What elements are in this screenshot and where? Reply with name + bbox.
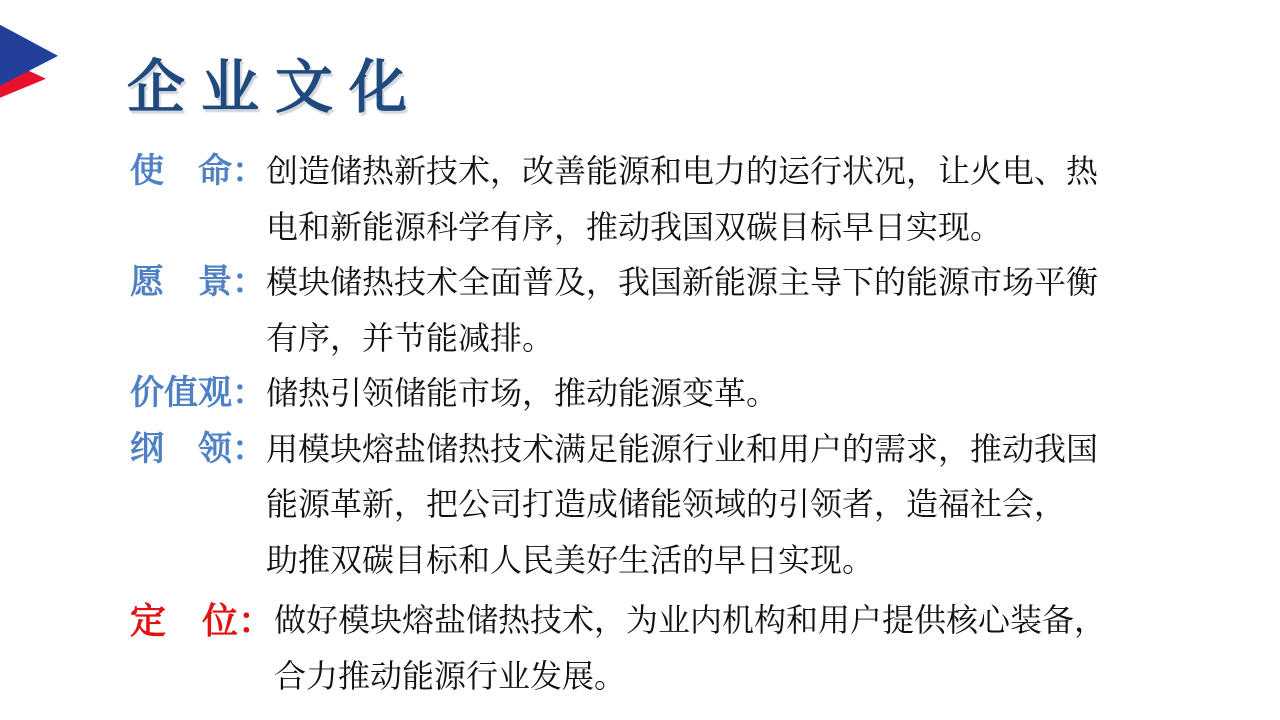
program-text xyxy=(266,422,1120,589)
program-line-3: 助推双碳目标和人民美好生活的早日实现。 xyxy=(266,541,875,578)
program-line-2: 能源革新，把公司打造成储能领域的引领者，造福社会， xyxy=(266,486,1067,522)
section-mission xyxy=(130,144,1120,255)
mission-line-2: 电和新能源科学有序，推动我国双碳目标早日实现。 xyxy=(266,208,1003,245)
program-line-1: 用模块熔盐储热技术满足能源行业和用户的需求，推动我国 xyxy=(266,430,1099,467)
section-vision xyxy=(130,255,1120,366)
program-label: 纲 领： xyxy=(130,429,266,468)
mission-label: 使 命： xyxy=(130,152,266,190)
vision-label: 愿 景： xyxy=(130,263,266,301)
positioning-line-2: 合力推动能源行业发展。 xyxy=(274,657,627,694)
mission-text xyxy=(266,144,1120,255)
company-logo xyxy=(0,0,90,130)
values-line-1: 储热引领储能市场，推动能源变革。 xyxy=(266,375,779,411)
vision-line-2: 有序，并节能减排。 xyxy=(266,319,555,356)
positioning-label: 定 位： xyxy=(130,600,275,641)
culture-sections xyxy=(130,144,1120,704)
mission-line-1: 创造储热新技术，改善能源和电力的运行状况，让火电、热 xyxy=(266,153,1099,189)
values-label: 价值观： xyxy=(130,374,266,412)
vision-line-1: 模块储热技术全面普及，我国新能源主导下的能源市场平衡 xyxy=(266,264,1099,300)
positioning-text xyxy=(274,593,1120,704)
vision-text xyxy=(266,255,1120,366)
slide-title: 企业文化 xyxy=(127,55,424,120)
section-positioning xyxy=(130,593,1120,704)
section-program xyxy=(130,422,1120,589)
values-text xyxy=(266,366,1120,422)
positioning-line-1: 做好模块熔盐储热技术，为业内机构和用户提供核心装备， xyxy=(274,602,1107,638)
section-values xyxy=(130,366,1120,422)
